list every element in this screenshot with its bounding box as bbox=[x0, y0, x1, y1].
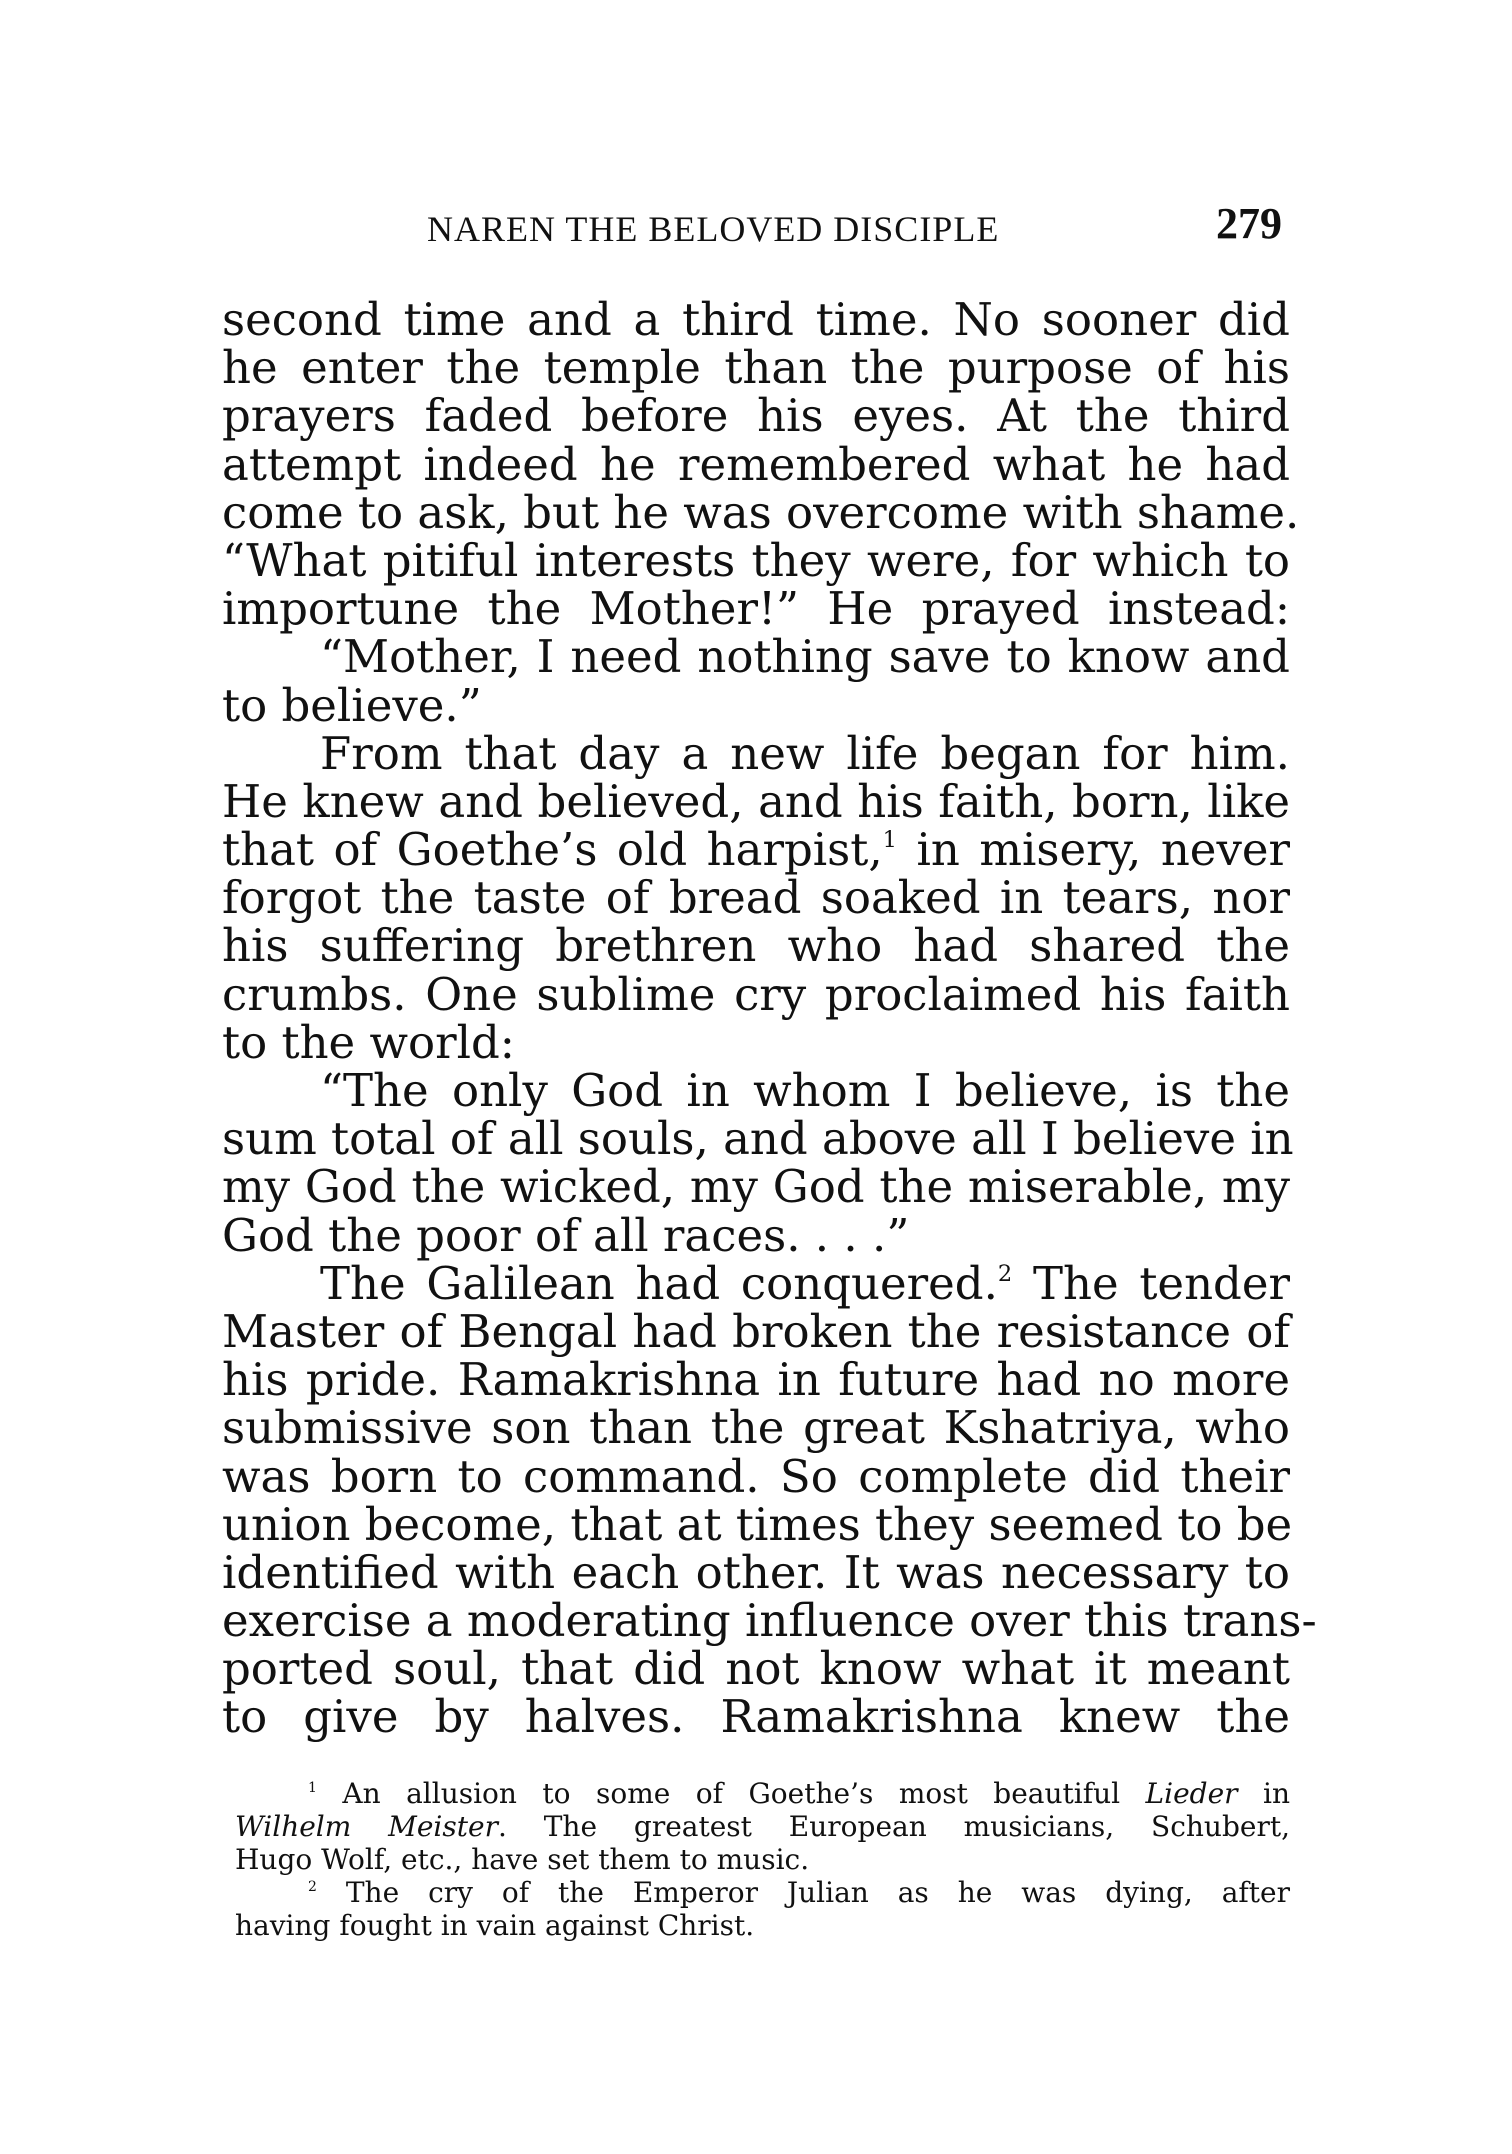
body-line-15: crumbs. One sublime cry proclaimed his faith bbox=[222, 967, 1290, 1021]
body-line-18: sum total of all souls, and above all I believe in bbox=[222, 1112, 1294, 1166]
footnote-ref-1: 1 bbox=[882, 827, 897, 854]
footnote-1-wilhelm-meister: Wilhelm Meister bbox=[235, 1810, 498, 1843]
body-line-4: attempt indeed he remembered what he had bbox=[222, 437, 1290, 491]
body-line-8: “Mother, I need nothing save to know and bbox=[320, 630, 1290, 684]
body-line-17: “The only God in whom I believe, is the bbox=[320, 1064, 1290, 1117]
body-line-12-start: that of Goethe’s old harpist, bbox=[222, 823, 883, 877]
footnote-1-lieder: Lieder bbox=[1145, 1777, 1238, 1810]
body-line-28: exercise a moderating influence over this trans- bbox=[222, 1594, 1317, 1648]
body-line-19: my God the wicked, my God the miserable, my bbox=[222, 1160, 1290, 1214]
body-line-11: He knew and believed, and his faith, born, like bbox=[222, 774, 1290, 828]
body-line-10: From that day a new life began for him. bbox=[320, 726, 1290, 780]
footnote-1-text-b: in bbox=[1263, 1777, 1291, 1810]
body-line-12 bbox=[222, 823, 1291, 877]
footnotes bbox=[235, 1777, 1290, 1942]
body-line-9: to believe.” bbox=[222, 678, 482, 732]
footnote-2-text-a: The cry of the Emperor Julian as he was dying, after bbox=[345, 1876, 1290, 1909]
footnote-1-text-c: . The greatest European musicians, Schubert, bbox=[497, 1810, 1290, 1843]
body-line-5: come to ask, but he was overcome with shame. bbox=[222, 485, 1300, 539]
body-line-14: his suffering brethren who had shared the bbox=[222, 919, 1290, 973]
footnote-1-line-1 bbox=[235, 1777, 1290, 1810]
body-line-6: “What pitiful interests they were, for which to bbox=[222, 533, 1290, 587]
body-line-21 bbox=[222, 1256, 1290, 1310]
running-header bbox=[222, 198, 1290, 258]
body-line-22: Master of Bengal had broken the resistance of bbox=[222, 1304, 1290, 1358]
body-line-2: he enter the temple than the purpose of his bbox=[222, 341, 1290, 395]
body-line-27: identified with each other. It was necessary to bbox=[222, 1545, 1290, 1599]
body-line-26: union become, that at times they seemed to be bbox=[222, 1497, 1293, 1551]
body-line-12-end: in misery, never bbox=[897, 823, 1291, 877]
body-line-23: his pride. Ramakrishna in future had no more bbox=[222, 1353, 1290, 1407]
body-line-3: prayers faded before his eyes. At the third bbox=[222, 389, 1290, 443]
footnote-2-line-1 bbox=[235, 1876, 1290, 1909]
footnote-ref-2: 2 bbox=[997, 1260, 1013, 1287]
body-line-20: God the poor of all races. . . .” bbox=[222, 1208, 910, 1262]
body-line-21-start: The Galilean had conquered. bbox=[320, 1256, 998, 1310]
page-number: 279 bbox=[1216, 199, 1282, 248]
body-line-7: importune the Mother!” He prayed instead: bbox=[222, 582, 1290, 636]
body-line-21-end: The tender bbox=[1012, 1256, 1290, 1310]
footnote-mark-1: 1 bbox=[308, 1779, 317, 1796]
body-line-1: second time and a third time. No sooner did bbox=[222, 293, 1290, 346]
footnote-mark-2: 2 bbox=[308, 1878, 317, 1895]
body-line-24: submissive son than the great Kshatriya, who bbox=[222, 1401, 1290, 1455]
body-line-25: was born to command. So complete did their bbox=[222, 1449, 1290, 1503]
footnote-1-text-a: An allusion to some of Goethe’s most beautiful bbox=[342, 1777, 1121, 1810]
footnote-1-line-3: Hugo Wolf, etc., have set them to music. bbox=[235, 1843, 810, 1876]
footnote-2-line-2: having fought in vain against Christ. bbox=[235, 1909, 755, 1942]
body-line-16: to the world: bbox=[222, 1015, 515, 1069]
body-line-30: to give by halves. Ramakrishna knew the bbox=[222, 1690, 1290, 1744]
running-title: NAREN THE BELOVED DISCIPLE bbox=[427, 209, 1000, 249]
body-text bbox=[222, 293, 1317, 1744]
footnote-1-line-2 bbox=[235, 1810, 1290, 1843]
body-line-13: forgot the taste of bread soaked in tears, nor bbox=[222, 871, 1290, 925]
body-line-29: ported soul, that did not know what it meant bbox=[222, 1642, 1290, 1696]
